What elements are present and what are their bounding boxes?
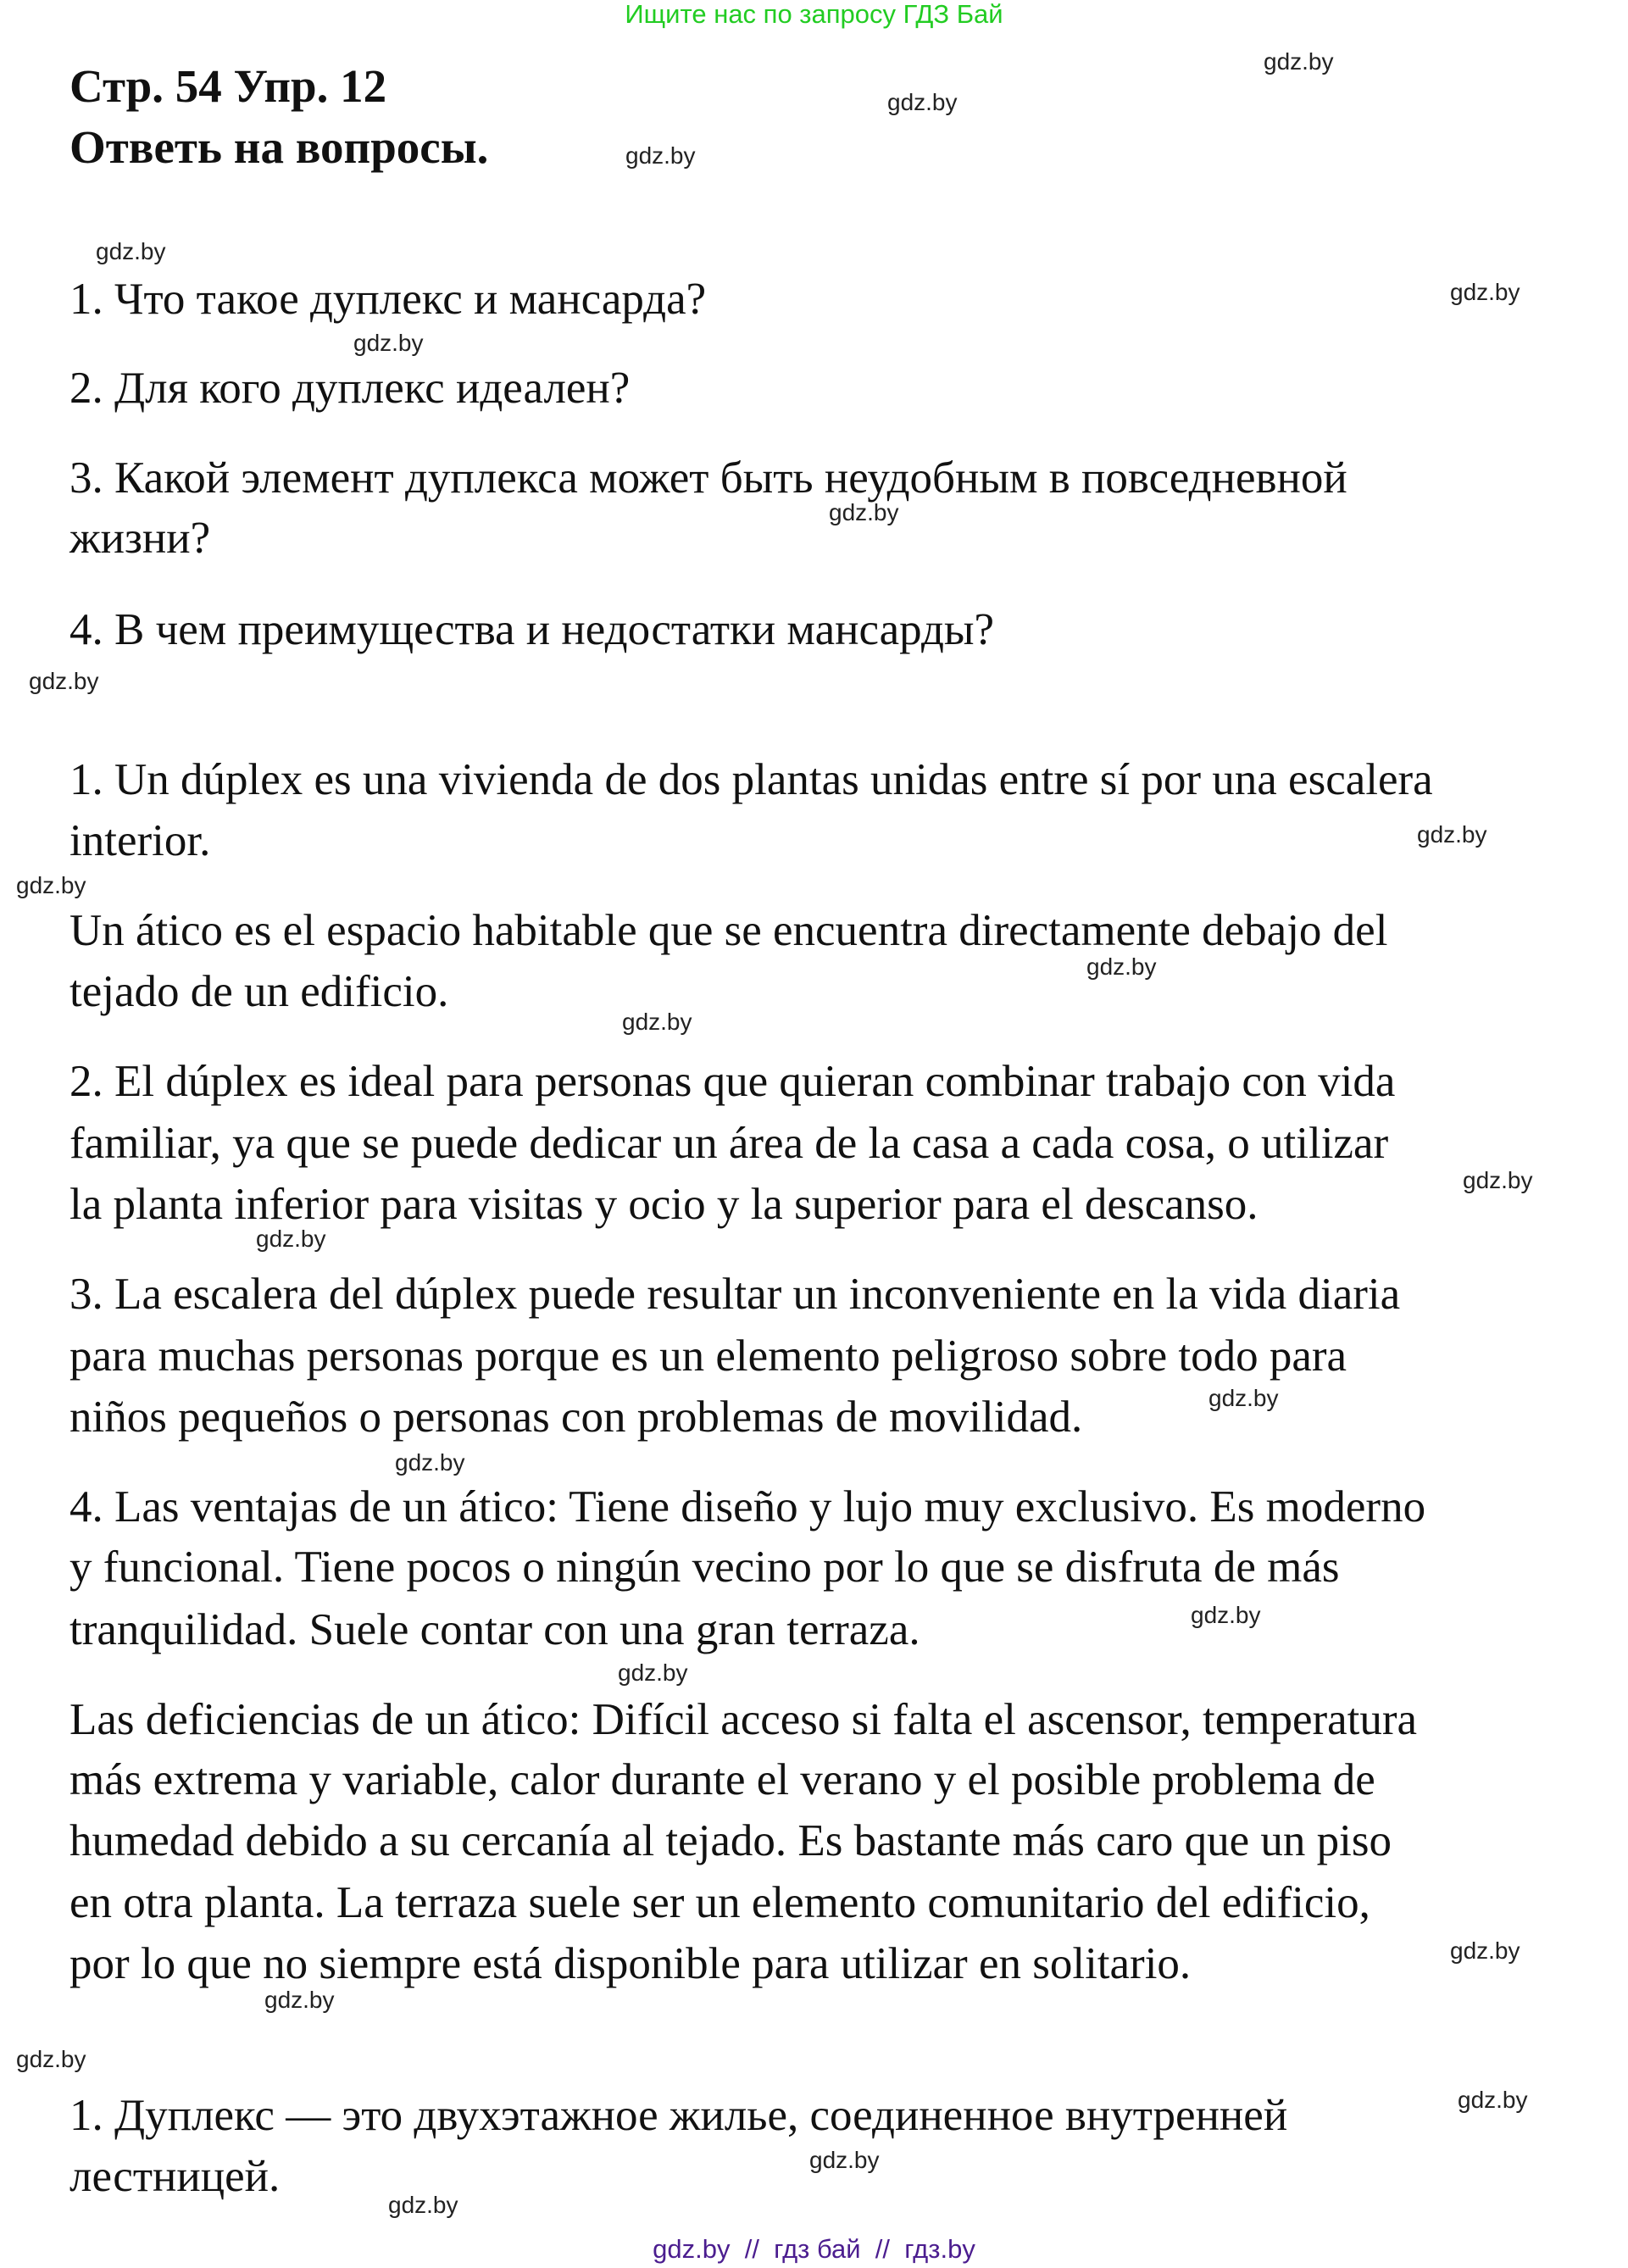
answer-es-line: y funcional. Tiene pocos o ningún vecino por lo que se disfruta de más (69, 1543, 1340, 1592)
answer-es-line: Las deficiencias de un ático: Difícil acceso si falta el ascensor, temperatura (69, 1695, 1418, 1744)
watermark: gdz.by (1264, 48, 1334, 75)
answer-es-line: 1. Un dúplex es una vivienda de dos plantas unidas entre sí por una escalera (69, 755, 1433, 804)
watermark: gdz.by (264, 1987, 335, 2013)
watermark: gdz.by (1450, 279, 1520, 305)
watermark: gdz.by (809, 2147, 880, 2173)
question-line: жизни? (69, 514, 211, 563)
watermark: gdz.by (622, 1009, 692, 1035)
watermark: gdz.by (29, 668, 99, 694)
answer-ru-line: лестницей. (69, 2152, 281, 2201)
answer-es-line: por lo que no siempre está disponible para utilizar en solitario. (69, 1939, 1192, 1988)
watermark: gdz.by (1463, 1167, 1533, 1193)
answer-es-line: interior. (69, 816, 211, 865)
answer-es-line: más extrema y variable, calor durante el verano y el posible problema de (69, 1755, 1375, 1804)
page-subtitle: Ответь на вопросы. (69, 121, 489, 173)
answer-ru-line: 1. Дуплекс — это двухэтажное жилье, соединенное внутренней (69, 2091, 1288, 2140)
watermark: gdz.by (618, 1659, 688, 1686)
answer-es-line: niños pequeños o personas con problemas de movilidad. (69, 1392, 1083, 1442)
watermark: gdz.by (16, 2046, 86, 2072)
watermark: gdz.by (16, 872, 86, 898)
answer-es-line: 4. Las ventajas de un ático: Tiene diseño y lujo muy exclusivo. Es moderno (69, 1482, 1426, 1531)
answer-es-line: tejado de un edificio. (69, 967, 449, 1016)
watermark: gdz.by (1191, 1602, 1261, 1628)
top-banner: Ищите нас по запросу ГДЗ Бай (625, 0, 1003, 29)
footer-links: gdz.by // гдз бай // гдз.by (653, 2234, 975, 2264)
answer-es-line: tranquilidad. Suele contar con una gran terraza. (69, 1605, 920, 1654)
answer-es-line: Un ático es el espacio habitable que se encuentra directamente debajo del (69, 906, 1388, 955)
watermark: gdz.by (1458, 2087, 1528, 2113)
watermark: gdz.by (625, 142, 696, 169)
answer-es-line: en otra planta. La terraza suele ser un elemento comunitario del edificio, (69, 1878, 1370, 1927)
watermark: gdz.by (256, 1226, 326, 1252)
watermark: gdz.by (1208, 1385, 1279, 1411)
answer-es-line: 2. El dúplex es ideal para personas que quieran combinar trabajo con vida (69, 1057, 1396, 1106)
watermark: gdz.by (353, 330, 424, 356)
question-line: 2. Для кого дуплекс идеален? (69, 364, 631, 413)
watermark: gdz.by (388, 2192, 458, 2218)
answer-es-line: humedad debido a su cercanía al tejado. Es bastante más caro que un piso (69, 1816, 1392, 1865)
answer-es-line: familiar, ya que se puede dedicar un área de la casa a cada cosa, o utilizar (69, 1119, 1389, 1168)
question-line: 1. Что такое дуплекс и мансарда? (69, 275, 707, 324)
answer-es-line: la planta inferior para visitas y ocio y la superior para el descanso. (69, 1180, 1259, 1229)
watermark: gdz.by (1086, 953, 1157, 980)
page-title: Стр. 54 Упр. 12 (69, 60, 387, 112)
watermark: gdz.by (1450, 1937, 1520, 1964)
watermark: gdz.by (395, 1449, 465, 1476)
watermark: gdz.by (1417, 821, 1487, 848)
question-line: 4. В чем преимущества и недостатки мансарды? (69, 605, 995, 654)
answer-es-line: para muchas personas porque es un elemento peligroso sobre todo para (69, 1331, 1347, 1381)
watermark: gdz.by (96, 238, 166, 264)
answer-es-line: 3. La escalera del dúplex puede resultar un inconveniente en la vida diaria (69, 1270, 1401, 1319)
question-line: 3. Какой элемент дуплекса может быть неудобным в повседневной (69, 453, 1347, 503)
watermark: gdz.by (887, 89, 958, 115)
watermark: gdz.by (829, 499, 899, 525)
